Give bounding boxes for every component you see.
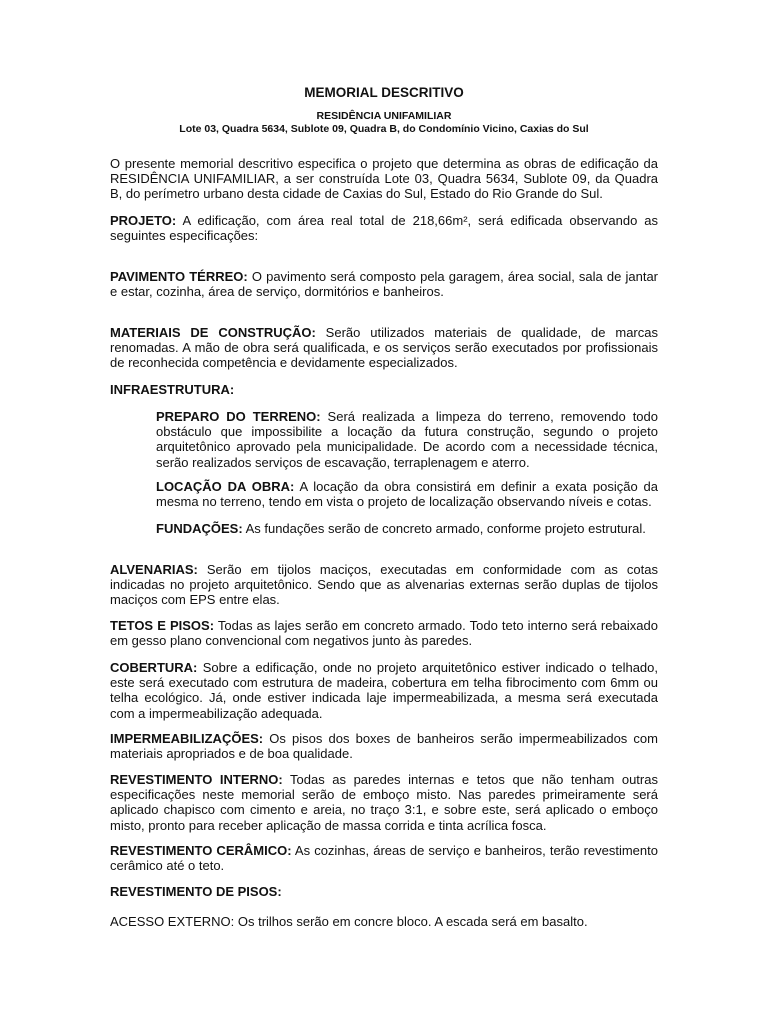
locacao-text: A locação da obra consistirá em definir a exata posição da mesma no terreno, tendo em vista o projeto de localização observando níveis e cotas. <box>156 479 658 510</box>
revestimento-interno-text: Todas as paredes internas e tetos que não tenham outras especificações neste memorial serão de emboço misto. Nas paredes primeiramente será aplicado chapisco com cimento e areia, no traço 3:1, e sobre este, será aplicado o emboço misto, pronto para receber aplicação de massa corrida e tinta acrílica fosca. <box>110 772 658 833</box>
projeto-heading: PROJETO: <box>110 213 177 228</box>
revestimento-interno-heading: REVESTIMENTO INTERNO: <box>110 772 283 787</box>
revestimento-pisos-heading-line <box>110 884 658 899</box>
infraestrutura-heading-line <box>110 382 658 397</box>
fundacoes-paragraph <box>156 521 658 536</box>
locacao-heading: LOCAÇÃO DA OBRA: <box>156 479 295 494</box>
tetos-heading: TETOS E PISOS: <box>110 618 215 633</box>
materiais-paragraph <box>110 325 658 371</box>
impermeabilizacoes-paragraph <box>110 731 658 761</box>
revestimento-ceramico-heading: REVESTIMENTO CERÂMICO: <box>110 843 292 858</box>
document-location: Lote 03, Quadra 5634, Sublote 09, Quadra B, do Condomínio Vicino, Caxias do Sul <box>179 123 589 135</box>
tetos-text: Todas as lajes serão em concreto armado. Todo teto interno será rebaixado em gesso plano convencional com negativos junto às paredes. <box>110 618 658 649</box>
alvenarias-text: Serão em tijolos maciços, executadas em conformidade com as cotas indicadas no projeto arquitetônico. Sendo que as alvenarias externas serão duplas de tijolos maciços com EPS entre elas. <box>110 562 658 608</box>
fundacoes-text: As fundações serão de concreto armado, conforme projeto estrutural. <box>242 521 646 536</box>
pavimento-heading: PAVIMENTO TÉRREO: <box>110 269 248 284</box>
impermeabilizacoes-heading: IMPERMEABILIZAÇÕES: <box>110 731 264 746</box>
cobertura-heading: COBERTURA: <box>110 660 198 675</box>
document-title: MEMORIAL DESCRITIVO <box>304 85 464 100</box>
materiais-heading: MATERIAIS DE CONSTRUÇÃO: <box>110 325 316 340</box>
tetos-paragraph <box>110 618 658 648</box>
revestimento-ceramico-paragraph <box>110 843 658 873</box>
revestimento-interno-paragraph <box>110 772 658 833</box>
fundacoes-heading: FUNDAÇÕES: <box>156 521 243 536</box>
pavimento-text: O pavimento será composto pela garagem, área social, sala de jantar e estar, cozinha, área de serviço, dormitórios e banheiros. <box>110 269 658 300</box>
impermeabilizacoes-text: Os pisos dos boxes de banheiros serão impermeabilizados com materiais apropriados e de boa qualidade. <box>110 731 658 762</box>
infraestrutura-heading: INFRAESTRUTURA: <box>110 382 235 397</box>
preparo-text: Será realizada a limpeza do terreno, removendo todo obstáculo que impossibilite a locação da futura construção, segundo o projeto arquitetônico aprovado pela municipalidade. De acordo com a necessidade técnica, serão realizados serviços de escavação, terraplenagem e aterro. <box>156 409 658 470</box>
acesso-externo-paragraph: ACESSO EXTERNO: Os trilhos serão em concre bloco. A escada será em basalto. <box>110 914 588 929</box>
materiais-text: Serão utilizados materiais de qualidade, de marcas renomadas. A mão de obra será qualificada, e os serviços serão executados por profissionais de reconhecida competência e devidamente especializados. <box>110 325 658 371</box>
cobertura-text: Sobre a edificação, onde no projeto arquitetônico estiver indicado o telhado, este será executado com estrutura de madeira, cobertura em telha fibrocimento com 6mm ou telha ecológico. Já, onde estiver indicada laje impermeabilizada, a mesma será executada com a impermeabilização adequada. <box>110 660 658 721</box>
intro-paragraph: O presente memorial descritivo especifica o projeto que determina as obras de edificação da RESIDÊNCIA UNIFAMILIAR, a ser construída Lote 03, Quadra 5634, Sublote 09, da Quadra B, do perímetro urbano desta cidade de Caxias do Sul, Estado do Rio Grande do Sul. <box>110 156 658 202</box>
locacao-paragraph <box>156 479 658 509</box>
pavimento-paragraph <box>110 269 658 299</box>
revestimento-pisos-heading: REVESTIMENTO DE PISOS: <box>110 884 282 899</box>
projeto-paragraph <box>110 213 658 243</box>
alvenarias-paragraph <box>110 562 658 608</box>
cobertura-paragraph <box>110 660 658 721</box>
preparo-heading: PREPARO DO TERRENO: <box>156 409 321 424</box>
revestimento-ceramico-text: As cozinhas, áreas de serviço e banheiros, terão revestimento cerâmico até o teto. <box>110 843 658 874</box>
projeto-text: A edificação, com área real total de 218,66m², será edificada observando as seguintes especificações: <box>110 213 658 244</box>
document-subtitle: RESIDÊNCIA UNIFAMILIAR <box>316 110 452 122</box>
alvenarias-heading: ALVENARIAS: <box>110 562 198 577</box>
preparo-paragraph <box>156 409 658 470</box>
